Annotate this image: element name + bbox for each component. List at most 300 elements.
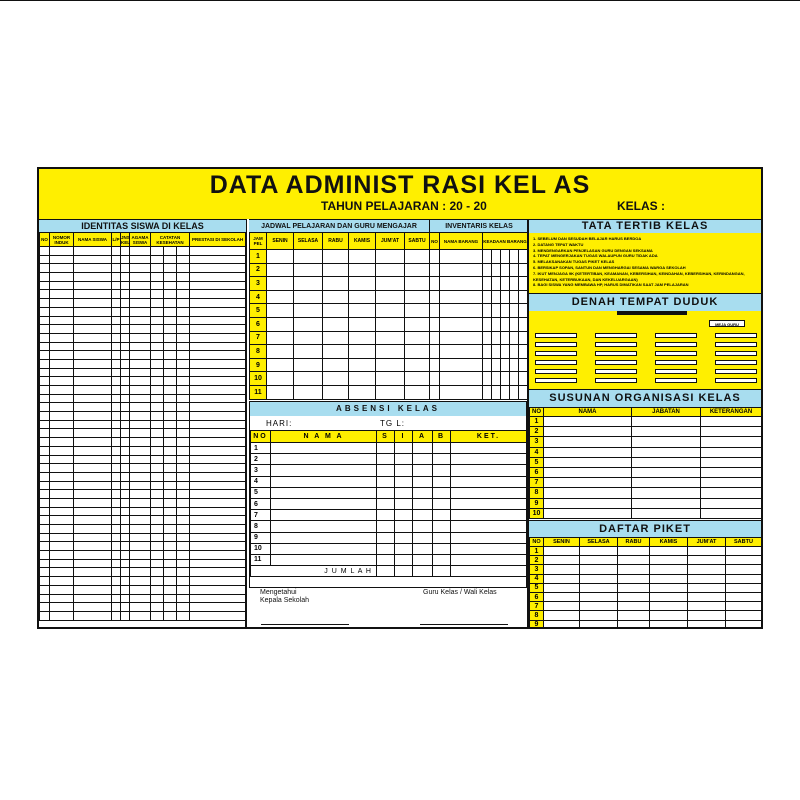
absensi-cell[interactable] <box>451 443 527 454</box>
identitas-cell[interactable] <box>190 429 246 438</box>
absensi-cell[interactable] <box>271 532 377 543</box>
jadwal-cell[interactable] <box>405 372 430 386</box>
jadwal-cell[interactable] <box>376 290 405 304</box>
identitas-cell[interactable] <box>74 412 112 421</box>
identitas-cell[interactable] <box>40 325 50 334</box>
inventaris-cell[interactable] <box>483 331 492 345</box>
identitas-cell[interactable] <box>50 516 74 525</box>
organisasi-cell[interactable] <box>632 467 701 477</box>
inventaris-cell[interactable] <box>483 263 492 277</box>
inventaris-cell[interactable] <box>483 277 492 291</box>
organisasi-cell[interactable] <box>544 457 632 467</box>
identitas-cell[interactable] <box>40 420 50 429</box>
identitas-cell[interactable] <box>50 585 74 594</box>
jadwal-cell[interactable] <box>376 250 405 264</box>
identitas-cell[interactable] <box>121 603 130 612</box>
identitas-cell[interactable] <box>74 551 112 560</box>
inventaris-cell[interactable] <box>430 331 440 345</box>
identitas-cell[interactable] <box>164 307 177 316</box>
absensi-cell[interactable] <box>395 521 413 532</box>
inventaris-cell[interactable] <box>510 290 519 304</box>
identitas-cell[interactable] <box>74 316 112 325</box>
inventaris-cell[interactable] <box>430 372 440 386</box>
identitas-cell[interactable] <box>151 273 164 282</box>
piket-cell[interactable] <box>618 611 650 620</box>
absensi-cell[interactable] <box>377 521 395 532</box>
identitas-cell[interactable] <box>112 438 121 447</box>
identitas-cell[interactable] <box>112 559 121 568</box>
inventaris-cell[interactable] <box>430 250 440 264</box>
inventaris-cell[interactable] <box>440 317 483 331</box>
identitas-cell[interactable] <box>190 611 246 620</box>
identitas-cell[interactable] <box>50 281 74 290</box>
identitas-cell[interactable] <box>74 368 112 377</box>
organisasi-cell[interactable] <box>701 478 762 488</box>
absensi-total-cell[interactable] <box>451 566 527 577</box>
identitas-cell[interactable] <box>130 394 151 403</box>
identitas-cell[interactable] <box>177 273 190 282</box>
inventaris-cell[interactable] <box>492 385 501 399</box>
identitas-cell[interactable] <box>121 611 130 620</box>
piket-cell[interactable] <box>688 556 726 565</box>
jadwal-cell[interactable] <box>267 385 294 399</box>
identitas-cell[interactable] <box>190 577 246 586</box>
identitas-cell[interactable] <box>40 368 50 377</box>
identitas-cell[interactable] <box>130 368 151 377</box>
identitas-cell[interactable] <box>74 472 112 481</box>
inventaris-cell[interactable] <box>492 263 501 277</box>
identitas-cell[interactable] <box>50 351 74 360</box>
identitas-cell[interactable] <box>40 516 50 525</box>
identitas-cell[interactable] <box>164 446 177 455</box>
piket-cell[interactable] <box>688 574 726 583</box>
identitas-cell[interactable] <box>112 464 121 473</box>
identitas-cell[interactable] <box>121 429 130 438</box>
identitas-cell[interactable] <box>40 333 50 342</box>
identitas-cell[interactable] <box>190 264 246 273</box>
absensi-total-cell[interactable] <box>433 566 451 577</box>
identitas-cell[interactable] <box>40 290 50 299</box>
jadwal-cell[interactable] <box>376 263 405 277</box>
identitas-cell[interactable] <box>151 403 164 412</box>
jadwal-cell[interactable] <box>405 317 430 331</box>
absensi-cell[interactable] <box>377 465 395 476</box>
jadwal-cell[interactable] <box>323 290 349 304</box>
identitas-cell[interactable] <box>121 247 130 256</box>
identitas-cell[interactable] <box>74 594 112 603</box>
identitas-cell[interactable] <box>112 377 121 386</box>
identitas-cell[interactable] <box>190 420 246 429</box>
jadwal-cell[interactable] <box>323 250 349 264</box>
identitas-cell[interactable] <box>121 594 130 603</box>
identitas-cell[interactable] <box>130 386 151 395</box>
jadwal-cell[interactable] <box>267 277 294 291</box>
jadwal-cell[interactable] <box>323 317 349 331</box>
jadwal-cell[interactable] <box>349 317 376 331</box>
identitas-cell[interactable] <box>74 464 112 473</box>
jadwal-cell[interactable] <box>376 304 405 318</box>
piket-cell[interactable] <box>726 592 762 601</box>
inventaris-cell[interactable] <box>440 250 483 264</box>
organisasi-cell[interactable] <box>544 447 632 457</box>
identitas-cell[interactable] <box>130 351 151 360</box>
identitas-cell[interactable] <box>121 585 130 594</box>
absensi-cell[interactable] <box>377 498 395 509</box>
jadwal-cell[interactable] <box>267 304 294 318</box>
absensi-cell[interactable] <box>413 487 433 498</box>
identitas-cell[interactable] <box>50 299 74 308</box>
identitas-cell[interactable] <box>177 585 190 594</box>
identitas-cell[interactable] <box>121 325 130 334</box>
identitas-cell[interactable] <box>74 290 112 299</box>
identitas-cell[interactable] <box>74 516 112 525</box>
absensi-cell[interactable] <box>413 476 433 487</box>
organisasi-cell[interactable] <box>701 457 762 467</box>
identitas-cell[interactable] <box>74 377 112 386</box>
identitas-cell[interactable] <box>40 359 50 368</box>
jadwal-cell[interactable] <box>267 290 294 304</box>
organisasi-cell[interactable] <box>701 427 762 437</box>
identitas-cell[interactable] <box>130 438 151 447</box>
inventaris-cell[interactable] <box>483 358 492 372</box>
identitas-cell[interactable] <box>74 525 112 534</box>
inventaris-cell[interactable] <box>440 304 483 318</box>
identitas-cell[interactable] <box>164 542 177 551</box>
inventaris-cell[interactable] <box>501 317 510 331</box>
identitas-cell[interactable] <box>50 533 74 542</box>
identitas-cell[interactable] <box>74 333 112 342</box>
identitas-cell[interactable] <box>40 316 50 325</box>
identitas-cell[interactable] <box>74 446 112 455</box>
inventaris-cell[interactable] <box>492 290 501 304</box>
absensi-cell[interactable] <box>395 465 413 476</box>
identitas-cell[interactable] <box>177 438 190 447</box>
identitas-cell[interactable] <box>121 507 130 516</box>
identitas-cell[interactable] <box>190 247 246 256</box>
identitas-cell[interactable] <box>112 507 121 516</box>
identitas-cell[interactable] <box>50 403 74 412</box>
absensi-cell[interactable] <box>451 498 527 509</box>
identitas-cell[interactable] <box>121 386 130 395</box>
absensi-cell[interactable] <box>271 443 377 454</box>
identitas-cell[interactable] <box>130 455 151 464</box>
inventaris-cell[interactable] <box>483 290 492 304</box>
inventaris-cell[interactable] <box>492 345 501 359</box>
piket-cell[interactable] <box>618 620 650 629</box>
inventaris-cell[interactable] <box>492 358 501 372</box>
identitas-cell[interactable] <box>50 247 74 256</box>
jadwal-cell[interactable] <box>267 250 294 264</box>
organisasi-cell[interactable] <box>632 437 701 447</box>
jadwal-cell[interactable] <box>323 358 349 372</box>
identitas-cell[interactable] <box>50 342 74 351</box>
identitas-cell[interactable] <box>151 290 164 299</box>
identitas-cell[interactable] <box>164 394 177 403</box>
absensi-cell[interactable] <box>433 454 451 465</box>
identitas-cell[interactable] <box>50 429 74 438</box>
inventaris-cell[interactable] <box>492 372 501 386</box>
identitas-cell[interactable] <box>74 585 112 594</box>
inventaris-cell[interactable] <box>483 304 492 318</box>
identitas-cell[interactable] <box>74 559 112 568</box>
identitas-cell[interactable] <box>164 342 177 351</box>
identitas-cell[interactable] <box>190 290 246 299</box>
identitas-cell[interactable] <box>130 559 151 568</box>
identitas-cell[interactable] <box>164 455 177 464</box>
jadwal-cell[interactable] <box>376 372 405 386</box>
identitas-cell[interactable] <box>74 403 112 412</box>
identitas-cell[interactable] <box>130 464 151 473</box>
identitas-cell[interactable] <box>130 472 151 481</box>
identitas-cell[interactable] <box>151 481 164 490</box>
identitas-cell[interactable] <box>164 403 177 412</box>
identitas-cell[interactable] <box>121 472 130 481</box>
identitas-cell[interactable] <box>121 368 130 377</box>
absensi-cell[interactable] <box>271 510 377 521</box>
absensi-cell[interactable] <box>395 510 413 521</box>
identitas-cell[interactable] <box>112 542 121 551</box>
identitas-cell[interactable] <box>130 290 151 299</box>
identitas-cell[interactable] <box>164 299 177 308</box>
jadwal-cell[interactable] <box>323 263 349 277</box>
identitas-cell[interactable] <box>112 299 121 308</box>
absensi-cell[interactable] <box>433 521 451 532</box>
absensi-cell[interactable] <box>271 554 377 565</box>
identitas-cell[interactable] <box>130 377 151 386</box>
inventaris-cell[interactable] <box>440 385 483 399</box>
identitas-cell[interactable] <box>112 359 121 368</box>
identitas-cell[interactable] <box>190 490 246 499</box>
identitas-cell[interactable] <box>74 577 112 586</box>
organisasi-cell[interactable] <box>544 437 632 447</box>
piket-cell[interactable] <box>618 565 650 574</box>
identitas-cell[interactable] <box>40 594 50 603</box>
piket-cell[interactable] <box>650 602 688 611</box>
identitas-cell[interactable] <box>112 472 121 481</box>
identitas-cell[interactable] <box>190 316 246 325</box>
absensi-total-cell[interactable] <box>377 566 395 577</box>
jadwal-cell[interactable] <box>376 277 405 291</box>
identitas-cell[interactable] <box>50 464 74 473</box>
jadwal-cell[interactable] <box>376 358 405 372</box>
identitas-cell[interactable] <box>164 290 177 299</box>
piket-cell[interactable] <box>618 592 650 601</box>
inventaris-cell[interactable] <box>430 358 440 372</box>
jadwal-cell[interactable] <box>349 372 376 386</box>
identitas-cell[interactable] <box>164 264 177 273</box>
identitas-cell[interactable] <box>151 455 164 464</box>
identitas-cell[interactable] <box>164 255 177 264</box>
identitas-cell[interactable] <box>151 412 164 421</box>
identitas-cell[interactable] <box>74 351 112 360</box>
identitas-cell[interactable] <box>112 273 121 282</box>
organisasi-cell[interactable] <box>632 457 701 467</box>
identitas-cell[interactable] <box>50 507 74 516</box>
jadwal-cell[interactable] <box>267 331 294 345</box>
jadwal-cell[interactable] <box>294 263 323 277</box>
identitas-cell[interactable] <box>112 316 121 325</box>
piket-cell[interactable] <box>688 565 726 574</box>
organisasi-cell[interactable] <box>701 467 762 477</box>
identitas-cell[interactable] <box>164 438 177 447</box>
identitas-cell[interactable] <box>151 386 164 395</box>
piket-cell[interactable] <box>650 547 688 556</box>
identitas-cell[interactable] <box>112 611 121 620</box>
identitas-cell[interactable] <box>177 264 190 273</box>
identitas-cell[interactable] <box>164 420 177 429</box>
identitas-cell[interactable] <box>164 516 177 525</box>
identitas-cell[interactable] <box>177 577 190 586</box>
inventaris-cell[interactable] <box>492 277 501 291</box>
identitas-cell[interactable] <box>121 464 130 473</box>
identitas-cell[interactable] <box>130 568 151 577</box>
identitas-cell[interactable] <box>40 533 50 542</box>
identitas-cell[interactable] <box>190 542 246 551</box>
identitas-cell[interactable] <box>74 342 112 351</box>
organisasi-cell[interactable] <box>701 498 762 508</box>
identitas-cell[interactable] <box>177 412 190 421</box>
identitas-cell[interactable] <box>177 594 190 603</box>
identitas-cell[interactable] <box>190 377 246 386</box>
piket-cell[interactable] <box>726 565 762 574</box>
identitas-cell[interactable] <box>50 603 74 612</box>
identitas-cell[interactable] <box>164 281 177 290</box>
absensi-cell[interactable] <box>433 487 451 498</box>
identitas-cell[interactable] <box>130 342 151 351</box>
identitas-cell[interactable] <box>164 611 177 620</box>
identitas-cell[interactable] <box>74 507 112 516</box>
identitas-cell[interactable] <box>164 498 177 507</box>
identitas-cell[interactable] <box>151 394 164 403</box>
identitas-cell[interactable] <box>164 386 177 395</box>
identitas-cell[interactable] <box>164 577 177 586</box>
absensi-cell[interactable] <box>271 465 377 476</box>
identitas-cell[interactable] <box>74 264 112 273</box>
inventaris-cell[interactable] <box>430 263 440 277</box>
inventaris-cell[interactable] <box>430 277 440 291</box>
inventaris-cell[interactable] <box>510 345 519 359</box>
identitas-cell[interactable] <box>112 290 121 299</box>
identitas-cell[interactable] <box>151 464 164 473</box>
identitas-cell[interactable] <box>177 490 190 499</box>
inventaris-cell[interactable] <box>440 290 483 304</box>
inventaris-cell[interactable] <box>430 290 440 304</box>
absensi-cell[interactable] <box>271 498 377 509</box>
jadwal-cell[interactable] <box>294 331 323 345</box>
identitas-cell[interactable] <box>50 394 74 403</box>
jadwal-cell[interactable] <box>349 304 376 318</box>
identitas-cell[interactable] <box>130 594 151 603</box>
organisasi-cell[interactable] <box>544 488 632 498</box>
identitas-cell[interactable] <box>177 568 190 577</box>
identitas-cell[interactable] <box>50 325 74 334</box>
jadwal-cell[interactable] <box>376 385 405 399</box>
identitas-cell[interactable] <box>164 603 177 612</box>
identitas-cell[interactable] <box>190 342 246 351</box>
jadwal-cell[interactable] <box>323 372 349 386</box>
piket-cell[interactable] <box>726 547 762 556</box>
absensi-cell[interactable] <box>433 543 451 554</box>
absensi-cell[interactable] <box>433 465 451 476</box>
piket-cell[interactable] <box>726 574 762 583</box>
identitas-cell[interactable] <box>40 377 50 386</box>
absensi-cell[interactable] <box>451 554 527 565</box>
identitas-cell[interactable] <box>164 594 177 603</box>
inventaris-cell[interactable] <box>492 317 501 331</box>
piket-cell[interactable] <box>580 620 618 629</box>
piket-cell[interactable] <box>650 611 688 620</box>
jadwal-cell[interactable] <box>405 358 430 372</box>
identitas-cell[interactable] <box>74 281 112 290</box>
identitas-cell[interactable] <box>50 255 74 264</box>
identitas-cell[interactable] <box>121 551 130 560</box>
identitas-cell[interactable] <box>164 568 177 577</box>
identitas-cell[interactable] <box>177 525 190 534</box>
identitas-cell[interactable] <box>130 542 151 551</box>
identitas-cell[interactable] <box>190 525 246 534</box>
identitas-cell[interactable] <box>121 394 130 403</box>
identitas-cell[interactable] <box>50 559 74 568</box>
identitas-cell[interactable] <box>151 516 164 525</box>
identitas-cell[interactable] <box>50 412 74 421</box>
identitas-cell[interactable] <box>50 290 74 299</box>
identitas-cell[interactable] <box>190 533 246 542</box>
identitas-cell[interactable] <box>151 420 164 429</box>
inventaris-cell[interactable] <box>440 358 483 372</box>
piket-cell[interactable] <box>688 602 726 611</box>
identitas-cell[interactable] <box>50 316 74 325</box>
identitas-cell[interactable] <box>121 307 130 316</box>
piket-cell[interactable] <box>618 556 650 565</box>
identitas-cell[interactable] <box>151 359 164 368</box>
identitas-cell[interactable] <box>40 255 50 264</box>
absensi-cell[interactable] <box>433 532 451 543</box>
absensi-cell[interactable] <box>395 454 413 465</box>
identitas-cell[interactable] <box>121 533 130 542</box>
identitas-cell[interactable] <box>177 290 190 299</box>
identitas-cell[interactable] <box>151 342 164 351</box>
inventaris-cell[interactable] <box>483 317 492 331</box>
absensi-cell[interactable] <box>377 487 395 498</box>
identitas-cell[interactable] <box>40 611 50 620</box>
identitas-cell[interactable] <box>121 351 130 360</box>
absensi-cell[interactable] <box>413 521 433 532</box>
absensi-cell[interactable] <box>451 543 527 554</box>
identitas-cell[interactable] <box>40 307 50 316</box>
organisasi-cell[interactable] <box>701 508 762 518</box>
identitas-cell[interactable] <box>40 551 50 560</box>
absensi-cell[interactable] <box>395 532 413 543</box>
identitas-cell[interactable] <box>190 498 246 507</box>
identitas-cell[interactable] <box>112 455 121 464</box>
piket-cell[interactable] <box>618 547 650 556</box>
identitas-cell[interactable] <box>164 551 177 560</box>
identitas-cell[interactable] <box>121 316 130 325</box>
inventaris-cell[interactable] <box>483 385 492 399</box>
identitas-cell[interactable] <box>112 386 121 395</box>
absensi-cell[interactable] <box>377 543 395 554</box>
organisasi-cell[interactable] <box>632 427 701 437</box>
identitas-cell[interactable] <box>50 568 74 577</box>
jadwal-cell[interactable] <box>294 317 323 331</box>
identitas-cell[interactable] <box>74 307 112 316</box>
identitas-cell[interactable] <box>40 412 50 421</box>
identitas-cell[interactable] <box>50 472 74 481</box>
identitas-cell[interactable] <box>112 498 121 507</box>
identitas-cell[interactable] <box>164 359 177 368</box>
inventaris-cell[interactable] <box>492 250 501 264</box>
identitas-cell[interactable] <box>177 611 190 620</box>
